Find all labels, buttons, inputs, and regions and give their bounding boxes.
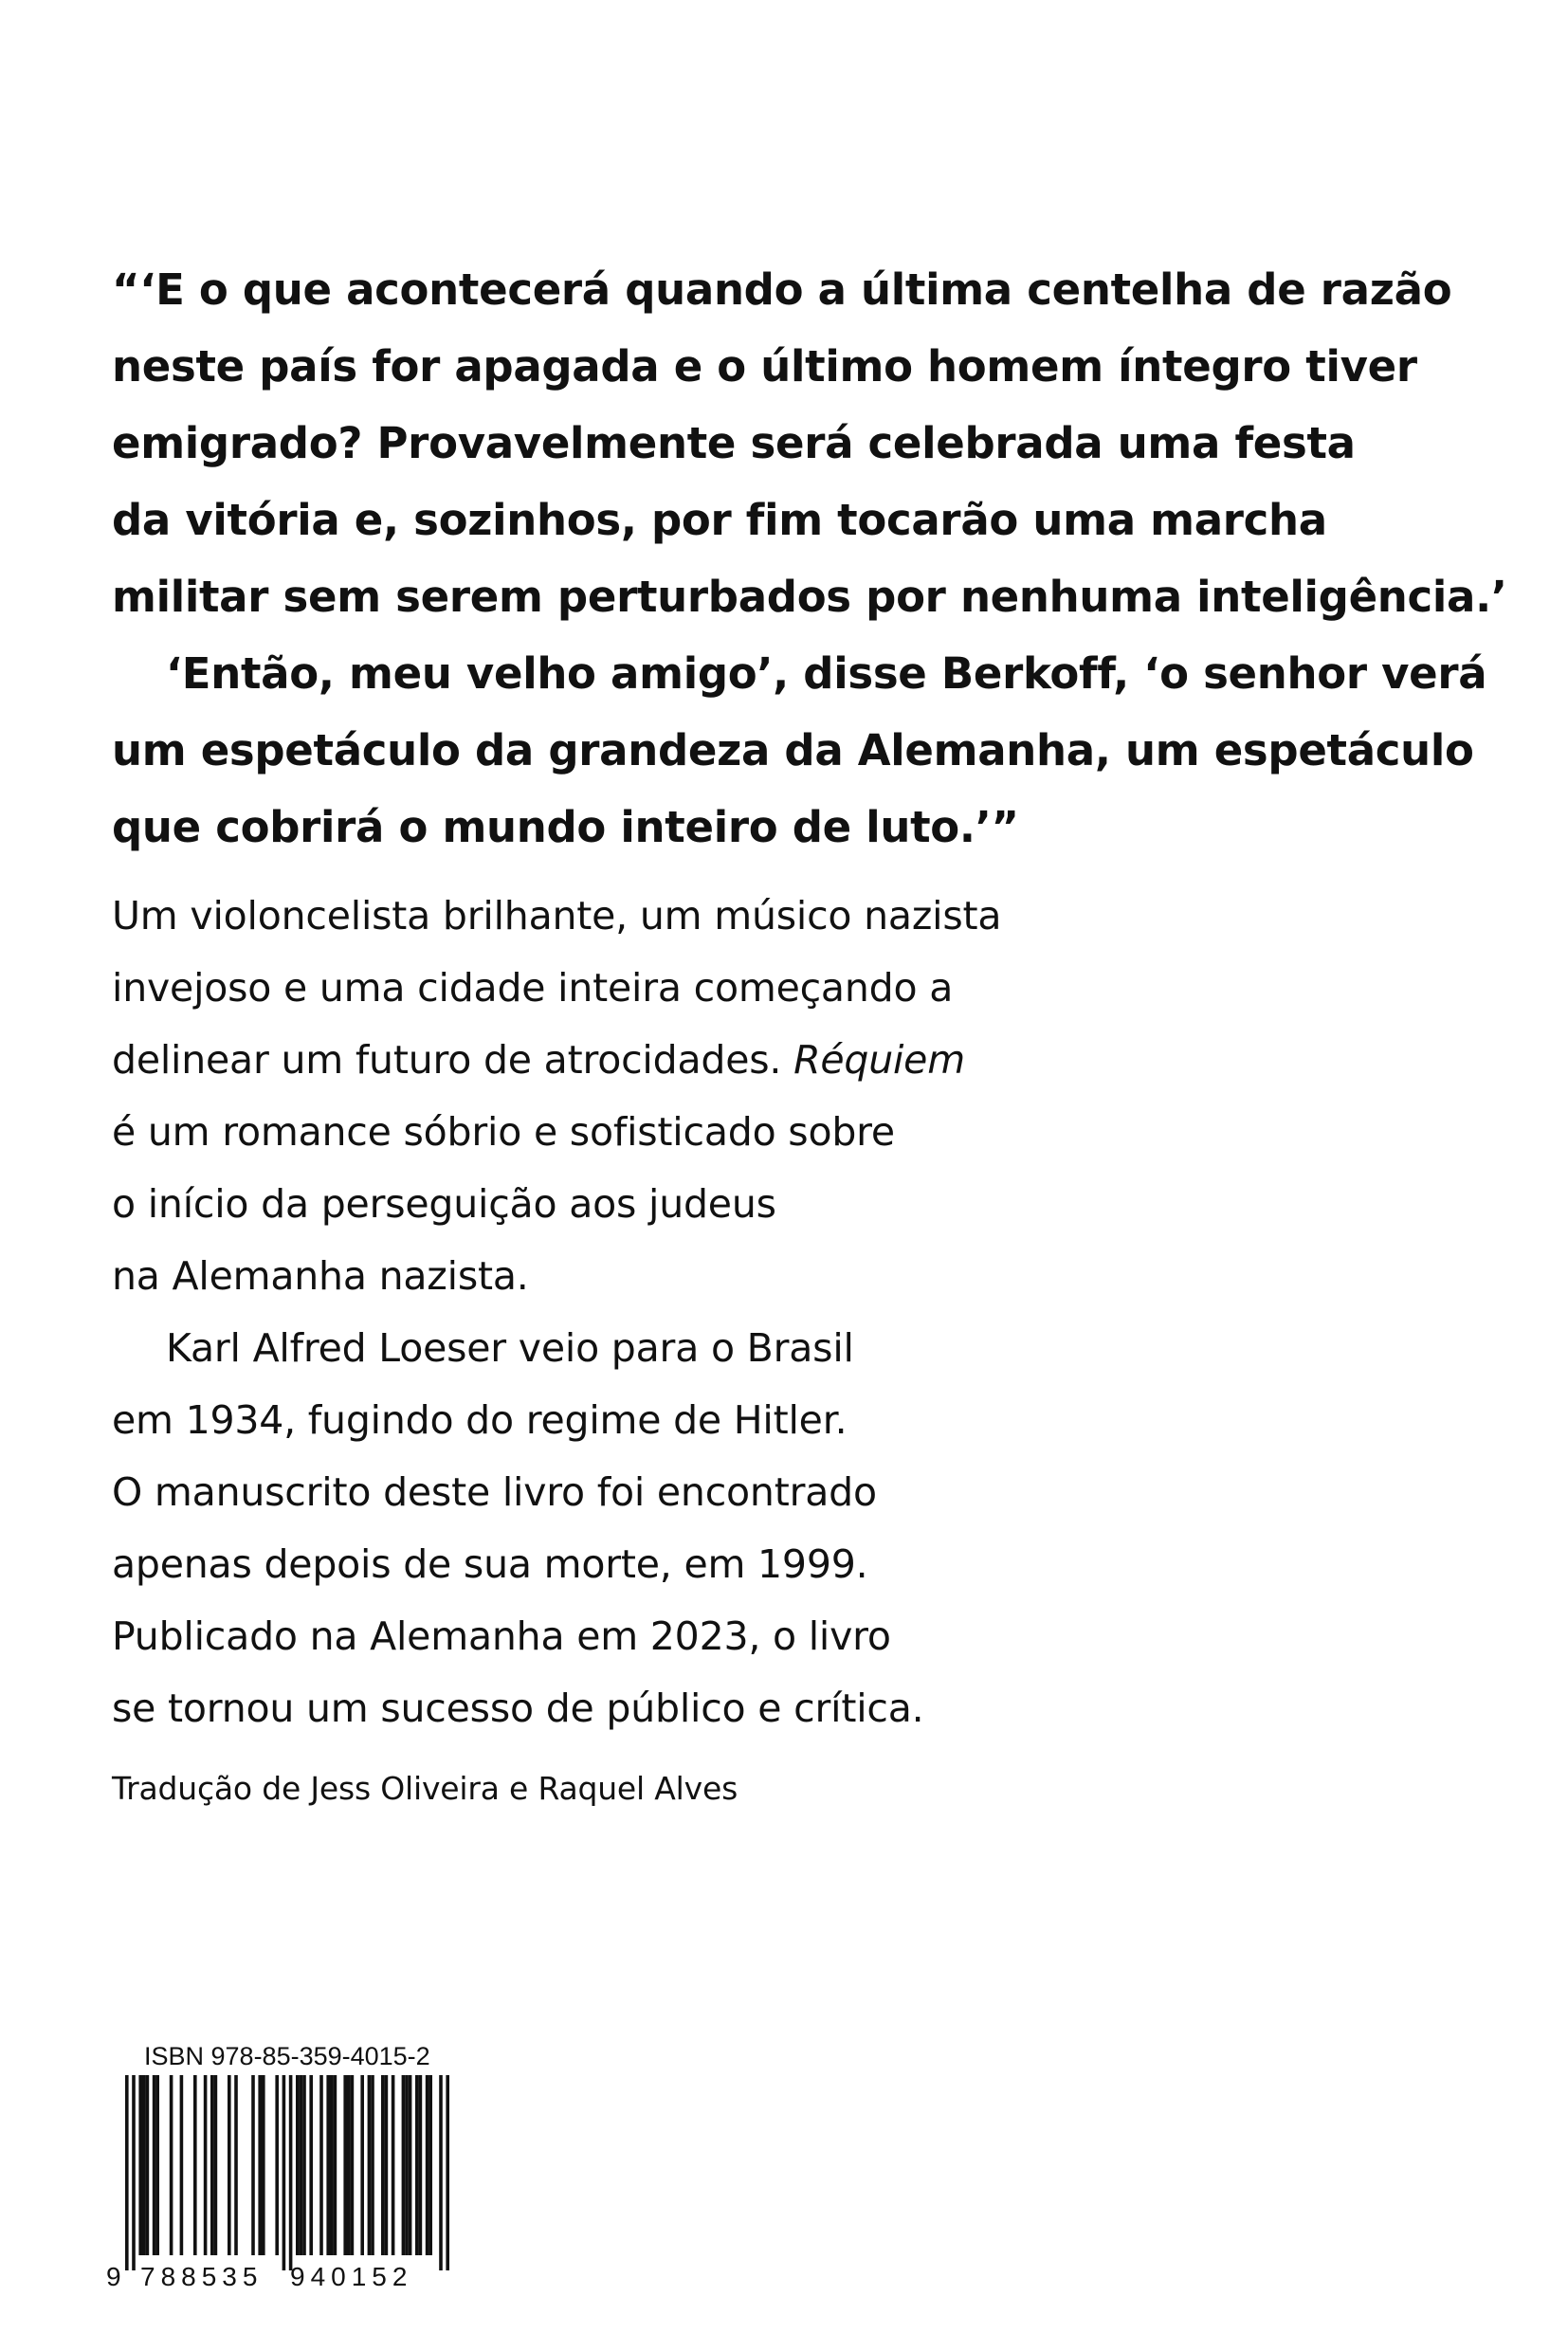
quote-line: neste país for apagada e o último homem íntegro tiver: [112, 341, 1417, 392]
barcode-bar: [415, 2075, 419, 2255]
barcode-bar: [385, 2075, 389, 2255]
quote-line: militar sem serem perturbados por nenhuma inteligência.’: [112, 572, 1507, 622]
barcode-digit-lead: 9: [106, 2262, 121, 2289]
barcode-bar: [251, 2075, 255, 2255]
barcode-bar: [146, 2075, 150, 2255]
barcode-bar: [309, 2075, 313, 2255]
barcode-bar: [289, 2075, 293, 2270]
barcode-bar: [428, 2075, 432, 2255]
barcode-bar: [302, 2075, 306, 2255]
quote-line: emigrado? Provavelmente será celebrada uma festa: [112, 418, 1356, 468]
isbn-barcode-block: [104, 2041, 455, 2289]
barcode-bar: [351, 2075, 355, 2255]
barcode-bar: [170, 2075, 173, 2255]
description-line: Publicado na Alemanha em 2023, o livro: [112, 1613, 891, 1659]
description-line: se tornou um sucesso de público e crítica.: [112, 1686, 924, 1731]
barcode-bar: [214, 2075, 218, 2255]
barcode-bar: [419, 2075, 423, 2255]
epigraph-quote: [112, 251, 1507, 866]
barcode-bar: [258, 2075, 262, 2255]
barcode: [104, 2075, 455, 2289]
quote-line: “‘E o que acontecerá quando a última centelha de razão: [112, 264, 1452, 315]
quote-line: da vitória e, sozinhos, por fim tocarão uma marcha: [112, 495, 1327, 545]
barcode-bar: [334, 2075, 337, 2255]
barcode-bar: [228, 2075, 231, 2255]
barcode-bar: [142, 2075, 146, 2255]
barcode-bar: [180, 2075, 184, 2255]
barcode-bar: [234, 2075, 238, 2255]
barcode-bar: [300, 2075, 303, 2255]
description-line: invejoso e uma cidade inteira começando a: [112, 965, 954, 1011]
translator-credit: Tradução de Jess Oliveira e Raquel Alves: [112, 1770, 738, 1807]
barcode-bar: [283, 2075, 286, 2270]
barcode-bar: [319, 2075, 323, 2255]
quote-line: que cobrirá o mundo inteiro de luto.’”: [112, 802, 1019, 852]
barcode-digits-right: 940152: [290, 2262, 413, 2289]
barcode-bar: [210, 2075, 214, 2255]
barcode-bar: [275, 2075, 279, 2255]
barcode-bar: [262, 2075, 265, 2255]
description-line: o início da perseguição aos judeus: [112, 1181, 776, 1227]
book-title: Réquiem: [793, 1037, 965, 1083]
description-line: apenas depois de sua morte, em 1999.: [112, 1541, 868, 1587]
barcode-bar: [405, 2075, 409, 2255]
barcode-digits-left: 788535: [140, 2262, 264, 2289]
barcode-bar: [330, 2075, 334, 2255]
description-line: O manuscrito deste livro foi encontrado: [112, 1469, 877, 1515]
quote-line: ‘Então, meu velho amigo’, disse Berkoff, ‘o senhor verá: [166, 648, 1487, 699]
barcode-bar: [392, 2075, 395, 2255]
barcode-bar: [360, 2075, 364, 2255]
barcode-bar: [155, 2075, 159, 2255]
barcode-bar: [409, 2075, 412, 2255]
description-line: na Alemanha nazista.: [112, 1253, 529, 1299]
quote-line: um espetáculo da grandeza da Alemanha, um espetáculo: [112, 725, 1474, 775]
barcode-bar: [296, 2075, 300, 2255]
barcode-bar: [426, 2075, 429, 2255]
barcode-bar: [193, 2075, 197, 2255]
barcode-bar: [125, 2075, 129, 2270]
barcode-bar: [326, 2075, 330, 2255]
barcode-bar: [204, 2075, 208, 2255]
description-line: [112, 1024, 1344, 1096]
barcode-bar: [138, 2075, 142, 2255]
barcode-bar: [381, 2075, 385, 2255]
description-text: delinear um futuro de atrocidades.: [112, 1037, 794, 1083]
description-line: é um romance sóbrio e sofisticado sobre: [112, 1109, 895, 1155]
description-line: Um violoncelista brilhante, um músico nazista: [112, 893, 1002, 939]
description-line: em 1934, fugindo do regime de Hitler.: [112, 1397, 848, 1443]
barcode-bar: [347, 2075, 351, 2255]
barcode-bars: [125, 2075, 449, 2270]
barcode-bar: [371, 2075, 374, 2255]
barcode-bar: [368, 2075, 372, 2255]
barcode-bar: [446, 2075, 449, 2270]
book-description: [112, 880, 1344, 1744]
barcode-bar: [343, 2075, 347, 2255]
barcode-bar: [132, 2075, 136, 2270]
description-line: Karl Alfred Loeser veio para o Brasil: [166, 1325, 854, 1371]
barcode-bar: [402, 2075, 406, 2255]
isbn-label: ISBN 978-85-359-4015-2: [144, 2042, 430, 2070]
barcode-bar: [439, 2075, 443, 2270]
barcode-bar: [153, 2075, 156, 2255]
